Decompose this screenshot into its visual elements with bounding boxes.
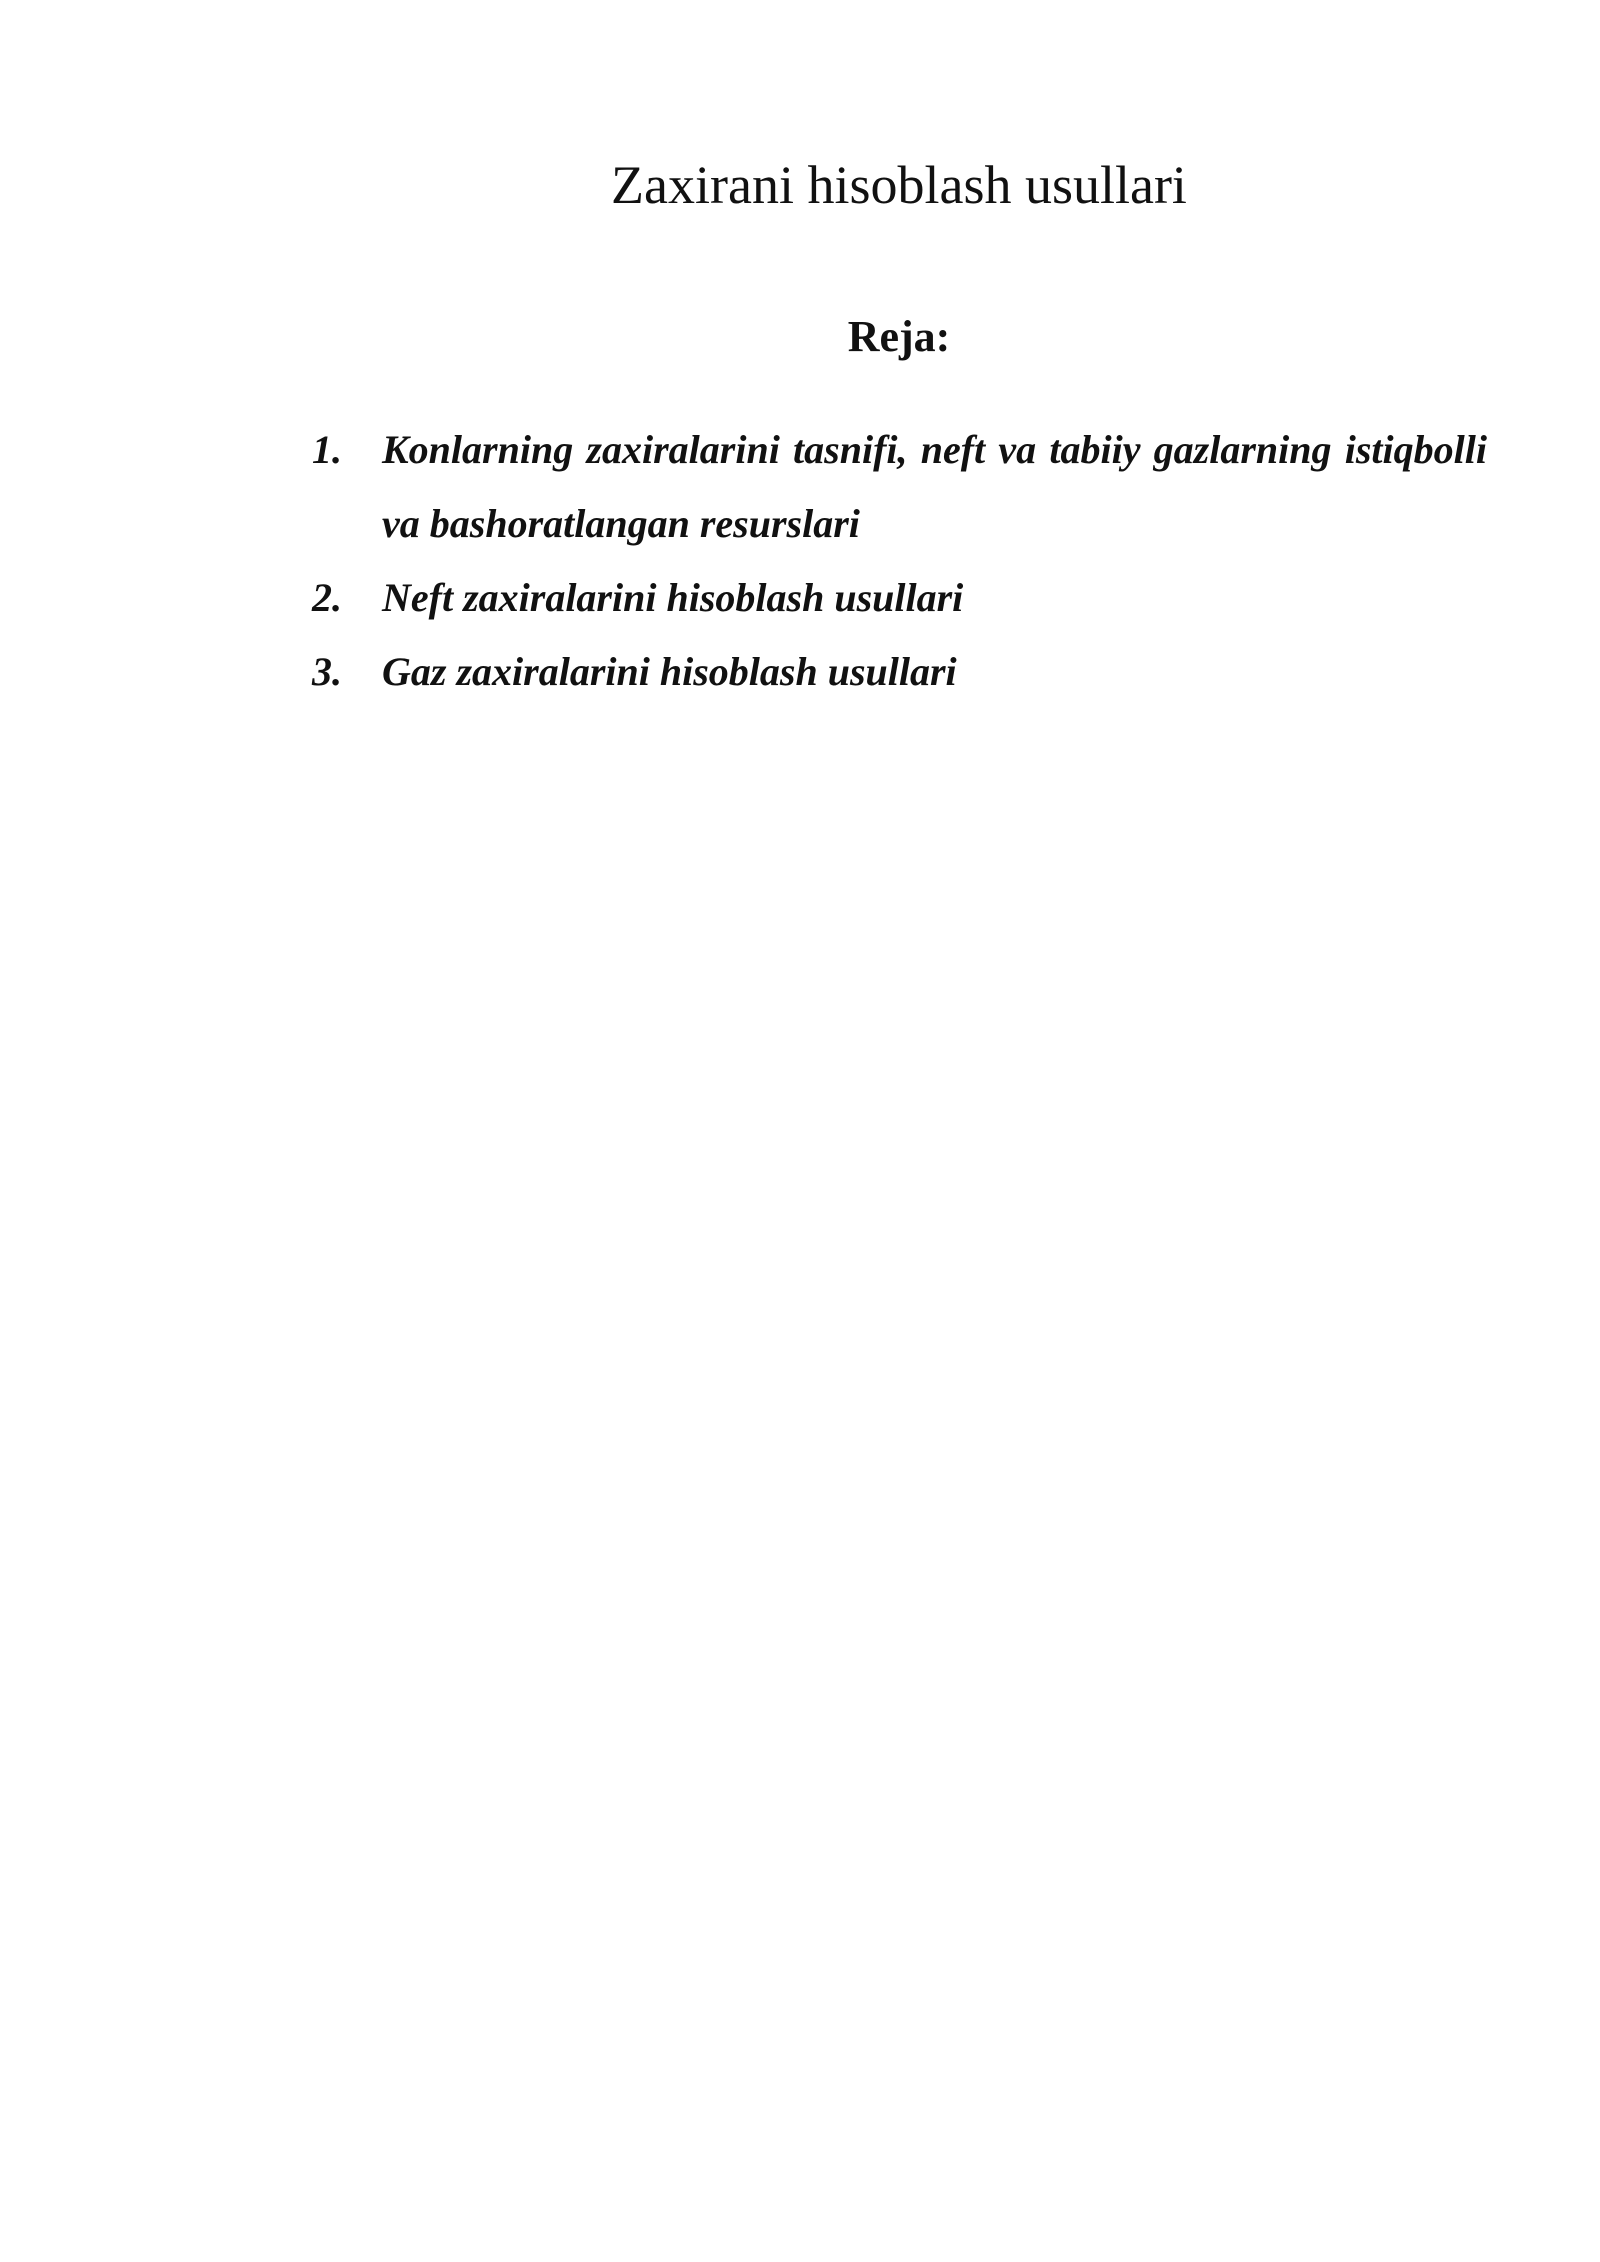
plan-item-text: Neft zaxiralarini hisoblash usullari <box>382 575 964 620</box>
plan-heading: Reja: <box>847 312 951 361</box>
plan-item-number: 3. <box>312 649 342 694</box>
plan-item-number: 1. <box>312 427 342 472</box>
plan-item-text: Gaz zaxiralarini hisoblash usullari <box>382 649 957 694</box>
document-title: Zaxirani hisoblash usullari <box>611 155 1187 215</box>
plan-item-3 <box>312 635 1487 709</box>
plan-item-number: 2. <box>312 575 342 620</box>
plan-list <box>312 413 1487 709</box>
plan-item-2 <box>312 561 1487 635</box>
plan-item-1 <box>312 413 1487 561</box>
plan-item-text: Konlarning zaxiralarini tasnifi, neft va tabiiy gazlarning istiqbolli va bashoratlangan resurslari <box>382 427 1487 546</box>
